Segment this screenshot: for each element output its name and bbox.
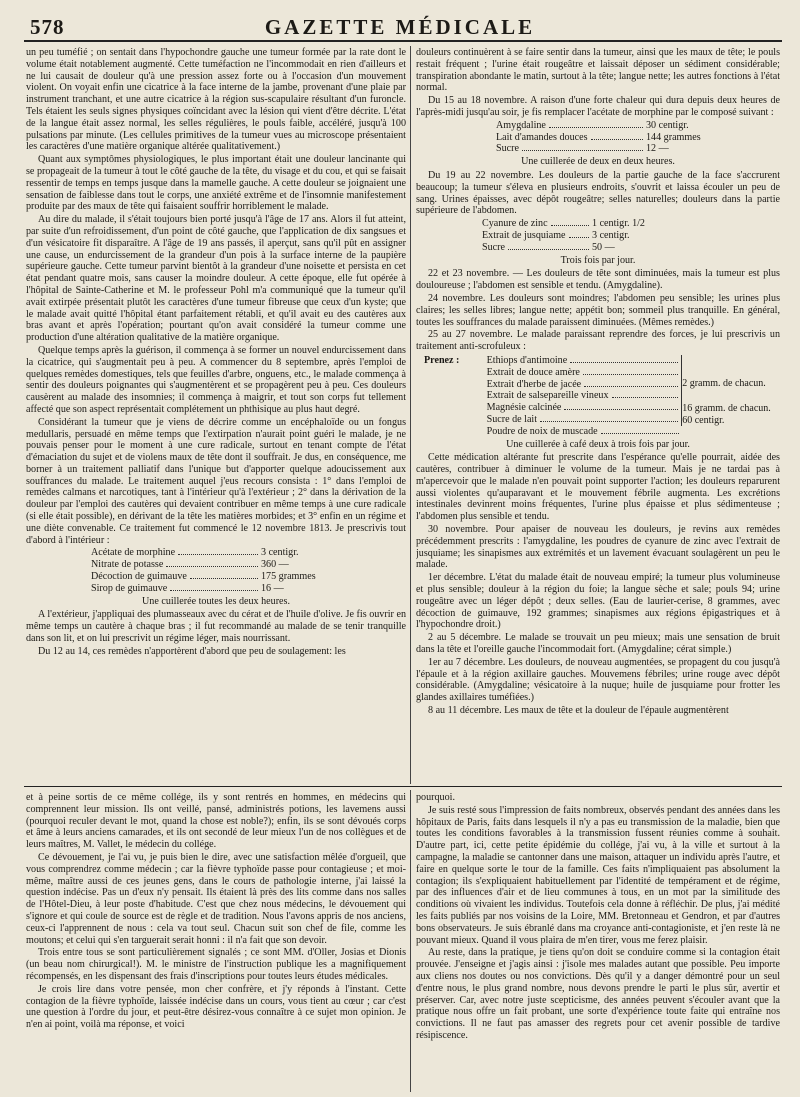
prescription-line: Cyanure de zinc 1 centigr. 1/2	[482, 218, 645, 230]
bottom-right-column	[416, 792, 780, 1092]
paragraph: 1er au 7 décembre. Les douleurs, de nouveau augmentées, se propagent du cou jusqu'à l'épaule et à la région axillaire gauches. Mouvemens fébriles; urine rouge avec dépôt considérable. (Amygdaline; vésicatoire à la nuque; huile de jusquiame pour frotter les glandes axillaires tuméfiées.)	[416, 656, 780, 704]
prescription-1	[91, 547, 331, 594]
prescription-line: Décoction de guimauve 175 grammes	[91, 571, 316, 583]
prescription-line: Ethiops d'antimoine	[487, 355, 683, 367]
prescription-line: Sucre 50 —	[482, 241, 615, 253]
bottom-left-column	[26, 792, 406, 1092]
page-number: 578	[30, 15, 65, 39]
prescription-line: Sucre de lait	[487, 414, 683, 426]
prescription-ingredients	[487, 355, 683, 438]
paragraph: Cette médication altérante fut prescrite dans l'espérance qu'elle pourrait, aidée des cautères, contribuer à diminuer le volume de la tumeur. Mais je ne tardai pas à m'apercevoir que le malade n'en pouvait point supporter l'action; les douleurs reparurent aussi violentes qu'auparavant et le mouvement fébrile augmenta. Les excrétions intestinales devinrent moins fréquentes, l'urine plus épaisse et plus sédimenteuse ; l'abdomen plus sensible et tendu.	[416, 452, 780, 523]
prescription-line: Lait d'amandes douces 144 grammes	[496, 131, 701, 143]
prescription-line: Poudre de noix de muscade	[487, 426, 683, 438]
paragraph: et à peine sortis de ce même collége, ils y sont rentrés en hommes, en médecins qui comprennent leur mission. Ils ont veillé, pansé, administrés potions, les lavemens aussi (pourquoi reculer devant le mot, quand la chose est noble?); enfin, ils se sont dévoués corps et âme à leurs anciens camarades, et ils ont secondé de leur mieux l'un de nos collègues et de leurs maîtres, M. Vallet, le médecin du collége.	[26, 792, 406, 851]
right-column	[416, 47, 780, 780]
paragraph: Quant aux symptômes physiologiques, le plus important était une douleur lancinante qui se propageait de la tumeur à tout le côté gauche de la tête, du visage et du cou, et qui se faisait ressentir de temps en temps jusque dans la mamelle gauche. A cette douleur se joignaient une sensation de faiblesse dans tout le corps, une anxiété extrême et de l'insomnie manifestement produite par des maux de tête qui faisaient souffrir horriblement le malade.	[26, 154, 406, 213]
paragraph: 24 novembre. Les douleurs sont moindres; l'abdomen peu sensible; les urines plus claires; les selles libres; langue nette; appétit bon; sommeil plus tranquille. En général, toutes les souffrances du malade paraissent diminuées. (Mêmes remèdes.)	[416, 292, 780, 328]
prescription-line: Sucre 12 —	[496, 143, 669, 155]
prescription-line: Amygdaline 30 centigr.	[496, 119, 689, 131]
section-rule	[24, 786, 782, 787]
prescription-line: Sirop de guimauve 16 —	[91, 582, 284, 594]
prescription-dosage: Une cuillerée toutes les deux heures.	[142, 595, 290, 607]
paragraph: 2 au 5 décembre. Le malade se trouvait un peu mieux; mais une sensation de bruit dans la tête et l'oreille gauche l'incommodait fort. (Amygdaline; cérat simple.)	[416, 632, 780, 656]
paragraph: Considérant la tumeur que je viens de décrire comme un encéphaloïde ou un fongus medullaris, persuadé en même temps que l'extirpation n'aurait point guéri le malade, je ne pouvais penser pour le moment à une cure radicale, surtout en tenant compte de l'état d'émaciation du sujet et de violens maux de tête dont il souffrait. Je dus, en conséquence, me borner à un traitement palliatif dans l'unique but d'apporter quelque adoucissement aux souffrances du malade. Le traitement auquel j'eus recours consista : 1° dans l'emploi de remèdes calmans et narcotiques, tant à l'intérieur qu'à l'extérieur ; 2° dans la dérivation de la douleur par l'emploi des cautères qui devaient contribuer en même temps à une cure radicale (si elle était possible), en dérivant de la tête les matières morbides; et 3° enfin en un régime et une diète convenable. Ce traitement fut commencé le 12 novembre 1813. Je prescrivis tout d'abord à l'intérieur :	[26, 416, 406, 546]
column-divider	[410, 790, 411, 1092]
prescription-4	[424, 355, 780, 438]
column-divider	[410, 46, 411, 784]
paragraph: Du 15 au 18 novembre. A raison d'une forte chaleur qui dura depuis deux heures de l'après-midi jusqu'au soir, je fis remplacer l'acétate de morphine par le composé suivant :	[416, 95, 780, 118]
prescription-quantities	[682, 355, 780, 438]
paragraph: Ce dévouement, je l'ai vu, je puis bien le dire, avec une satisfaction mêlée d'orgueil, que vous comprendrez comme médecin ; car la fièvre typhoïde passe pour contagieuse ; et moi-même, maître aussi de ces jeunes gens, dans le cours de pathologie interne, j'ai laissé la question indécise. Pas un d'eux n'y pensait. Ils étaient là près des lits comme dans nos salles de l'Hôtel-Dieu, à leur poste d'habitude. C'est que chez nous médecins, le dévouement qui s'ignore et qui coule de source est de règle et de tradition. Nous l'avons appris de nos anciens, ceux-ci l'apprennent de nous : cela va tout seul. Chacun suit son chef de file, comme les moutons; et celui qui s'en targuerait serait honni : il n'a fait que son devoir.	[26, 851, 406, 946]
paragraph: 25 au 27 novembre. Le malade paraissant reprendre des forces, je lui prescrivis un traitement anti-scrofuleux :	[416, 329, 780, 353]
quantity-group-a: 2 gramm. de chacun.	[682, 377, 766, 389]
prescription-line: Magnésie calcinée	[487, 402, 683, 414]
paragraph: Je crois lire dans votre pensée, mon cher confrère, et j'y réponds à l'instant. Cette contagion de la fièvre typhoïde, laissée indécise dans un cours, vous tient au cœur ; car c'est une question à l'ordre du jour, et peut-être désirez-vous connaître à ce sujet mon opinion. Je n'en ai point, voilà ma réponse, et voici	[26, 983, 406, 1031]
paragraph: pourquoi.	[416, 792, 455, 803]
paragraph: 30 novembre. Pour apaiser de nouveau les douleurs, je revins aux remèdes précédemment prescrits : l'amygdaline, les poudres de cyanure de zinc avec l'extrait de jusquiame; les sinapismes aux extrémités et un lavement évacuant soulagèrent un peu le malade.	[416, 524, 780, 571]
prescription-line: Extrait de salsepareille vineux	[487, 390, 683, 402]
paragraph: Quelque temps après la guérison, il commença à se former un nouvel endurcissement dans la cicatrice, qui s'augmentait peu à peu. A commencer du 8 septembre, après l'emploi de quelques remèdes domestiques, tels que feuilles d'arbre, onguens, etc., le malade commença à sentir des douleurs poignantes qui s'augmentèrent et se propagèrent peu à peu. Ces douleurs causèrent au malade des insomnies; il commença à maigrir, et tout son corps fut tellement affecté que son aspect représentait complétement un phthisique au plus haut degré.	[26, 344, 406, 415]
quantity-group-b: 16 gramm. de chacun.	[682, 402, 771, 414]
quantity-group-c: 60 centigr.	[682, 414, 725, 426]
paragraph: A l'extérieur, j'appliquai des plumasseaux avec du cérat et de l'huile d'olive. Je fis ouvrir en même temps un cautère à chaque bras ; il fut recommandé au malade de se tenir tranquille dans son lit, et on lui prescrivit un régime léger, mais nourrissant.	[26, 609, 406, 645]
paragraph: Au reste, dans la pratique, je tiens qu'on doit se conduire comme si la contagion était prouvée. J'enseigne et j'agis ainsi : j'isole mes malades autant que possible. Peu importe aux cliens nos doutes ou nos convictions. Dès qu'il y a danger démontré pour un seul d'entre nous, le plus grand nombre, nous devons prendre le parti le plus sûr, avertir et préserver. Car, avec notre juste scepticisme, des années peuvent s'écouler avant que la pratique nous offre un fait probant, une sorte d'expérience toute faite qui entraîne nos convictions. Il ne faut pas amasser des regrets pour cet avenir possible de tardive résipiscence.	[416, 947, 780, 1041]
prescription-line: Extrait de douce amère	[487, 367, 683, 379]
journal-title: GAZETTE MÉDICALE	[264, 15, 536, 39]
paragraph: Au dire du malade, il s'était toujours bien porté jusqu'à l'âge de 17 ans. Alors il fut atteint, par suite d'un refroidissement, d'un point de côté gauche, que l'application de dix sangsues et d'un vésicatoire fit disparaître. A l'âge de 19 ans passés, il aperçut, sans qu'il pût en assigner une cause, un endurcissement de la grandeur d'un pois à la surface interne de la paupière supérieure gauche. Cette tumeur parvint bientôt à la grandeur d'une noisette et persista en cet état pendant quatre mois, sans causer la moindre douleur. A cette époque, elle fut opérée à l'hôpital de Sainte-Catherine et M. le professeur Pohl m'a communiqué que la tumeur qu'il avait extirpée présentait plutôt les caractères d'une tumeur fibreuse que ceux d'un kyste; que le malade avait quitté l'hôpital étant parfaitement rétabli, et qu'il avait eu des cautères aux bras avant et après l'opération; pourtant qu'on avait considéré la tumeur comme une production d'une altération qualitative de la matière organique.	[26, 214, 406, 344]
paragraph: un peu tuméfié ; on sentait dans l'hypochondre gauche une tumeur formée par la rate dont le volume était notablement augmenté. Cette tuméfaction ne l'incommodait en rien d'ailleurs et ne lui causait de douleur qu'à une pression assez forte ou à l'occasion d'un mouvement violent. On voyait enfin une cicatrice à la face interne de la jambe, provenant d'une plaie par instrument tranchant, et une autre cicatrice à la région sus-scapulaire résultant d'un furoncle. Tels étaient les seuls signes physiques coïncidant avec la lésion qui vient d'être décrite. L'état de la langue était assez normal, les selles régulières, le pouls faible, accéléré, jusqu'à 100 pulsations par minute. (Les cellules primitives de la tumeur vues au microscope présentaient les caractères d'une matière organique altérée qualitativement.)	[26, 47, 406, 153]
prescription-dosage: Une cuillerée à café deux à trois fois par jour.	[506, 438, 690, 450]
paragraph: 1er décembre. L'état du malade était de nouveau empiré; la tumeur plus volumineuse et plus sensible; douleur à la région du foie; la langue sèche et sale; pouls 94; urine rougeâtre avec un léger dépôt ; deux selles. (Eau de laurier-cerise, 8 grammes, avec décoction de guimauve, 192 grammes; sinapismes aux régions épigastriques et à l'hypochondre droit.)	[416, 572, 780, 631]
prescription-dosage: Trois fois par jour.	[560, 254, 636, 266]
paragraph: douleurs continuèrent à se faire sentir dans la tumeur, ainsi que les maux de tête; le pouls restait fréquent ; l'urine était rougeâtre et laissait déposer un sédiment considérable; transpiration abondante le matin, surtout à la tête; langue nette; les autres fonctions à l'état normal.	[416, 47, 780, 94]
prescription-dosage: Une cuillerée de deux en deux heures.	[521, 156, 675, 168]
prescription-2	[496, 120, 716, 155]
prescription-line: Extrait de jusquiame 3 centigr.	[482, 229, 630, 241]
paragraph: 22 et 23 novembre. — Les douleurs de tête sont diminuées, mais la tumeur est plus douloureuse ; l'abdomen est sensible et tendu. (Amygdaline).	[416, 268, 780, 292]
paragraph: Je suis resté sous l'impression de faits nombreux, observés pendant des années dans les hôpitaux de Paris, faits dans lesquels il n'y a pas eu transmission de la maladie, bien que toutes les conditions favorables à la transmission fussent réunies comme à souhait. D'autre part, ici, cette petite épidémie du collége, j'ai vu, à la ville et surtout à la campagne, la maladie se cantonner dans une maison, attaquer un individu après l'autre, et faire en quelque sorte le tour de la famille. Ces faits n'impliquaient pas absolument la contagion; ils s'expliquaient habituellement par l'identité de tempérament et de régime, par des influences d'air et de lieu communes à tous, en un mot par la similitude des conditions où vivaient les individus. Toutefois cela donne à réfléchir. De plus, j'ai médité les faits publiés par nos voisins de la Loire, MM. Bretonneau et Gendron, et par d'autres bons observateurs. Je suis ébranlé dans ma croyance anti-contagioniste, et j'en reste là ne pouvant mieux. Quand il vous plaira de m'en tirer, vous me ferez plaisir.	[416, 804, 780, 946]
header-rule	[24, 40, 782, 42]
prescription-line: Extrait d'herbe de jacée	[487, 379, 683, 391]
paragraph: Trois entre tous se sont particulièrement signalés ; ce sont MM. d'Oller, Josias et Dionis (un beau nom chirurgical!). M. le ministre de l'instruction publique les a magnifiquement récompensés, en les dispensant des frais d'inscriptions pour toutes leurs études médicales.	[26, 947, 406, 982]
prescription-line: Nitrate de potasse 360 —	[91, 559, 289, 571]
page-header	[0, 0, 800, 44]
prescription-label: Prenez :	[424, 354, 460, 366]
paragraph: Du 12 au 14, ces remèdes n'apportèrent d'abord que peu de soulagement: les	[38, 645, 346, 657]
prescription-3	[482, 218, 662, 253]
paragraph: 8 au 11 décembre. Les maux de tête et la douleur de l'épaule augmentèrent	[428, 705, 729, 717]
left-column	[26, 47, 406, 780]
prescription-line: Acétate de morphine 3 centigr.	[91, 547, 299, 559]
paragraph: Du 19 au 22 novembre. Les douleurs de la partie gauche de la face s'accrurent beaucoup; la tumeur s'éleva en plusieurs endroits, s'ouvrit et laissa écouler un peu de sang. Urines épaisses, avec dépôt rougeâtre; selles naturelles; douleurs dans la partie supérieure de l'abdomen.	[416, 169, 780, 217]
